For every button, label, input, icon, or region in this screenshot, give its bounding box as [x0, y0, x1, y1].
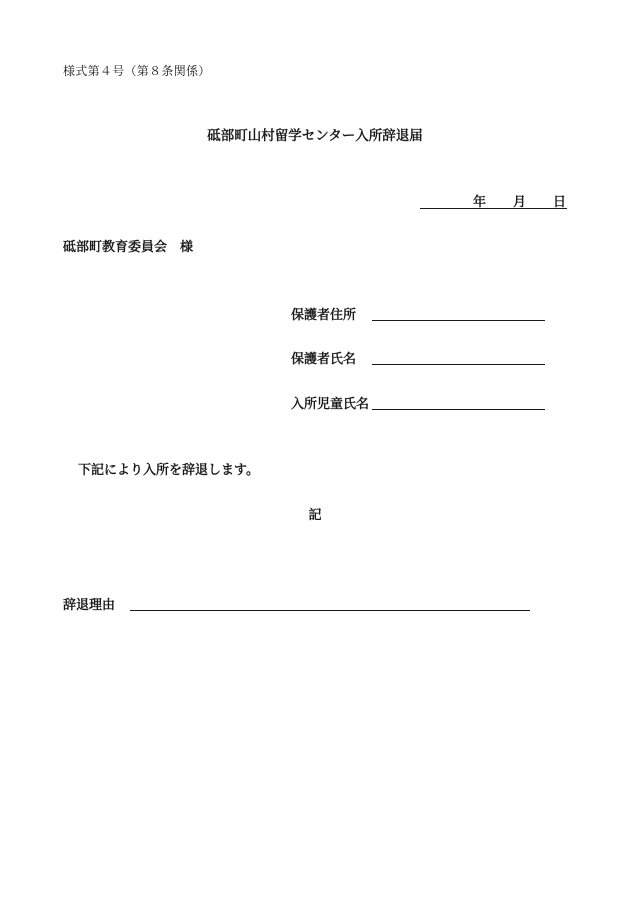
reason-label: 辞退理由 — [63, 598, 116, 613]
ki-heading: 記 — [308, 508, 322, 523]
date-month-label: 月 — [513, 195, 527, 210]
document-title: 砥部町山村留学センター入所辞退届 — [207, 128, 423, 144]
form-number: 様式第４号（第８条関係） — [63, 64, 211, 78]
statement-text: 下記により入所を辞退します。 — [78, 463, 259, 478]
child-name-label: 入所児童氏名 — [291, 397, 370, 412]
guardian-address-field[interactable] — [372, 320, 545, 321]
date-year-label: 年 — [473, 195, 487, 210]
guardian-name-field[interactable] — [372, 364, 545, 365]
date-field[interactable] — [420, 191, 567, 209]
reason-field[interactable] — [130, 610, 530, 611]
guardian-address-label: 保護者住所 — [291, 308, 357, 323]
child-name-field[interactable] — [372, 409, 545, 410]
guardian-name-label: 保護者氏名 — [291, 352, 357, 367]
date-day-label: 日 — [553, 195, 567, 210]
addressee: 砥部町教育委員会 様 — [63, 240, 194, 255]
